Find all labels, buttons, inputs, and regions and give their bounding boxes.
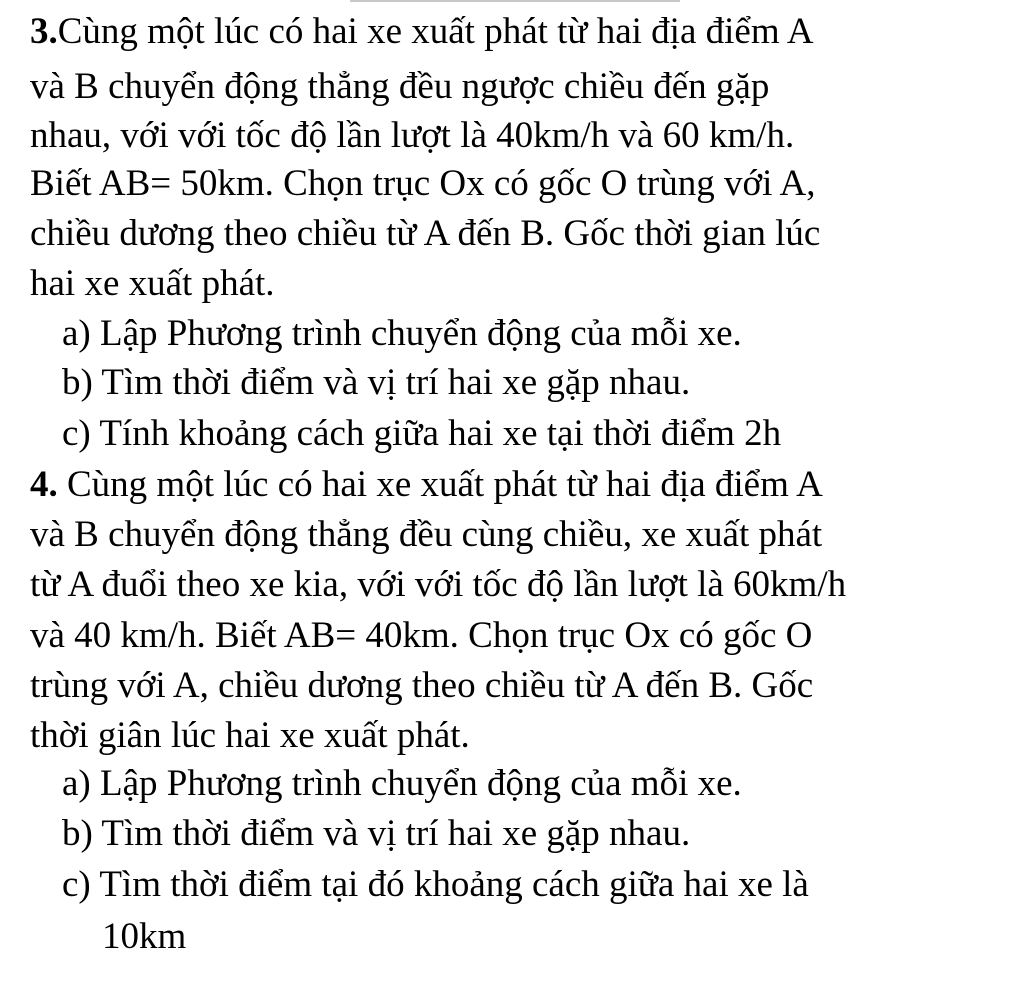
problem-4-question-c: c) Tìm thời điểm tại đó khoảng cách giữa hai xe là — [62, 864, 809, 905]
problem-4-text: Cùng một lúc có hai xe xuất phát từ hai địa điểm A — [57, 464, 823, 505]
problem-4-question-b: b) Tìm thời điểm và vị trí hai xe gặp nhau. — [62, 813, 691, 854]
problem-4-question-c-continued: 10km — [102, 916, 187, 957]
problem-3-question-c: c) Tính khoảng cách giữa hai xe tại thời điểm 2h — [62, 413, 782, 454]
problem-3-text: Cùng một lúc có hai xe xuất phát từ hai địa điểm A — [57, 11, 814, 52]
problem-4-line-4: và 40 km/h. Biết AB= 40km. Chọn trục Ox có gốc O — [30, 615, 813, 656]
problem-4-line-6: thời giân lúc hai xe xuất phát. — [30, 715, 470, 756]
problem-4-number: 4. — [30, 464, 58, 505]
problem-3-line-3: nhau, với với tốc độ lần lượt là 40km/h và 60 km/h. — [30, 115, 795, 156]
top-edge-mark — [350, 0, 680, 2]
problem-3-line-1 — [30, 13, 814, 50]
problem-3-question-b: b) Tìm thời điểm và vị trí hai xe gặp nhau. — [62, 362, 691, 403]
problem-3-question-a: a) Lập Phương trình chuyển động của mỗi xe. — [62, 313, 742, 354]
problem-4-question-a: a) Lập Phương trình chuyển động của mỗi xe. — [62, 763, 742, 804]
problem-3-line-5: chiều dương theo chiều từ A đến B. Gốc thời gian lúc — [30, 213, 821, 254]
problem-3-line-4: Biết AB= 50km. Chọn trục Ox có gốc O trùng với A, — [30, 163, 816, 204]
problem-4-line-5: trùng với A, chiều dương theo chiều từ A đến B. Gốc — [30, 665, 814, 706]
problem-4-line-1 — [30, 466, 823, 503]
problem-4-line-3: từ A đuổi theo xe kia, với với tốc độ lần lượt là 60km/h — [30, 564, 847, 605]
problem-4-line-2: và B chuyển động thẳng đều cùng chiều, xe xuất phát — [30, 514, 823, 555]
problem-3-line-6: hai xe xuất phát. — [30, 263, 275, 304]
problem-3-number: 3. — [30, 11, 58, 52]
problem-3-line-2: và B chuyển động thẳng đều ngược chiều đến gặp — [30, 66, 770, 107]
